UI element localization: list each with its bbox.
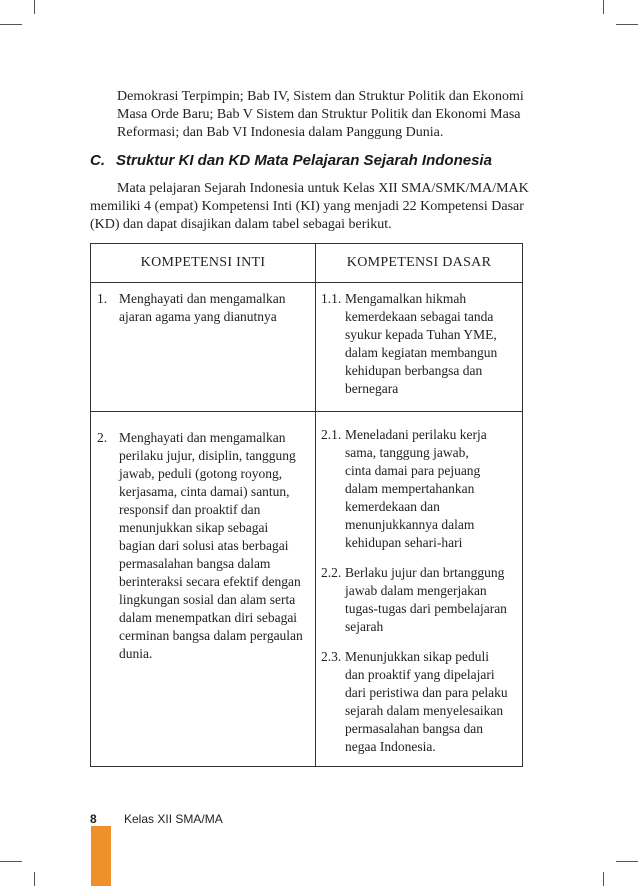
kd-item	[316, 412, 522, 552]
kd-line: kemerdekaan sebagai tanda	[345, 309, 494, 324]
crop-mark	[0, 24, 22, 25]
crop-mark	[616, 861, 638, 862]
kd-line: Mengamalkan hikmah	[345, 291, 467, 306]
kd-number: 2.2.	[321, 565, 342, 580]
ki-line: cerminan bangsa dalam pergaulan	[119, 628, 303, 643]
intro-line: Demokrasi Terpimpin; Bab IV, Sistem dan Struktur Politik dan Ekonomi	[117, 89, 524, 104]
kd-line: menunjukkannya dalam	[345, 517, 475, 532]
ki-number: 1.	[97, 291, 108, 306]
ki-line: bagian dari solusi atas berbagai	[119, 538, 289, 553]
kd-line: kehidupan berbangsa dan	[345, 363, 483, 378]
header-kompetensi-dasar: KOMPETENSI DASAR	[316, 244, 523, 283]
ki-number: 2.	[97, 430, 108, 445]
ki-line: dunia.	[119, 646, 153, 661]
kd-text	[345, 648, 520, 756]
kd-line: dan proaktif yang dipelajari	[345, 667, 495, 682]
kd-line: dalam kegiatan membangun	[345, 345, 498, 360]
kd-line: permasalahan bangsa dan	[345, 721, 483, 736]
kd-line: dari peristiwa dan para pelaku	[345, 685, 508, 700]
kd-line: syukur kepada Tuhan YME,	[345, 327, 497, 342]
kd-line: tugas-tugas dari pembelajaran	[345, 601, 507, 616]
page-tab-marker	[91, 826, 111, 886]
ki-kd-table	[90, 243, 523, 767]
crop-mark	[0, 861, 22, 862]
crop-mark	[34, 0, 35, 14]
ki-line: permasalahan bangsa dalam	[119, 556, 271, 571]
kd-line: negaa Indonesia.	[345, 739, 436, 754]
kd-number: 2.1.	[321, 427, 342, 442]
kd-line: Meneladani perilaku kerja	[345, 427, 487, 442]
ki-item	[91, 412, 315, 663]
kd-text	[345, 290, 520, 398]
kd-line: sama, tanggung jawab,	[345, 445, 469, 460]
kd-line: sejarah	[345, 619, 384, 634]
kd-text	[345, 564, 520, 636]
page-footer	[90, 812, 223, 826]
ki-line: lingkungan sosial dan alam serta	[119, 592, 296, 607]
ki-line: menunjukkan sikap sebagai	[119, 520, 269, 535]
body-line: memiliki 4 (empat) Kompetensi Inti (KI) yang menjadi 22 Kompetensi Dasar	[90, 199, 524, 214]
ki-line: dalam menempatkan diri sebagai	[119, 610, 298, 625]
ki-line: berinteraksi secara efektif dengan	[119, 574, 301, 589]
ki-line: responsif dan proaktif dan	[119, 502, 261, 517]
page-number: 8	[90, 812, 97, 826]
crop-mark	[34, 872, 35, 886]
kd-item	[316, 636, 522, 766]
section-heading	[90, 152, 492, 169]
ki-line: perilaku jujur, disiplin, tanggung	[119, 448, 296, 463]
crop-mark	[616, 24, 638, 25]
ki-line: ajaran agama yang dianutnya	[119, 309, 277, 324]
ki-text	[119, 429, 311, 663]
ki-line: kerjasama, cinta damai) santun,	[119, 484, 290, 499]
ki-line: Menghayati dan mengamalkan	[119, 430, 286, 445]
kd-line: kehidupan sehari-hari	[345, 535, 463, 550]
ki-line: jawab, peduli (gotong royong,	[119, 466, 283, 481]
kd-line: cinta damai para pejuang	[345, 463, 481, 478]
section-title: Struktur KI dan KD Mata Pelajaran Sejarah Indonesia	[116, 152, 492, 169]
kd-number: 2.3.	[321, 649, 342, 664]
body-line: Mata pelajaran Sejarah Indonesia untuk Kelas XII SMA/SMK/MA/MAK	[117, 181, 529, 196]
table-row	[91, 412, 523, 767]
kd-text	[345, 426, 520, 552]
ki-cell	[91, 412, 316, 767]
table-row	[91, 283, 523, 412]
kd-line: dalam mempertahankan	[345, 481, 475, 496]
kd-line: bernegara	[345, 381, 399, 396]
table-header-row	[91, 244, 523, 283]
book-label: Kelas XII SMA/MA	[124, 812, 223, 826]
intro-line: Reformasi; dan Bab VI Indonesia dalam Panggung Dunia.	[117, 125, 444, 140]
kd-cell	[316, 283, 523, 412]
body-paragraph	[90, 180, 529, 234]
kd-item	[316, 552, 522, 636]
ki-text	[119, 290, 311, 326]
kd-line: kemerdekaan dan	[345, 499, 440, 514]
ki-line: Menghayati dan mengamalkan	[119, 291, 286, 306]
kd-number: 1.1.	[321, 291, 342, 306]
crop-mark	[603, 872, 604, 886]
intro-paragraph	[117, 88, 524, 142]
kd-line: Menunjukkan sikap peduli	[345, 649, 489, 664]
ki-item	[91, 283, 315, 326]
kd-item	[316, 283, 522, 398]
header-kompetensi-inti: KOMPETENSI INTI	[91, 244, 316, 283]
kd-cell	[316, 412, 523, 767]
body-line: (KD) dan dapat disajikan dalam tabel sebagai berikut.	[90, 217, 392, 232]
section-letter: C.	[90, 152, 105, 169]
ki-cell	[91, 283, 316, 412]
crop-mark	[603, 0, 604, 14]
kd-line: sejarah dalam menyelesaikan	[345, 703, 504, 718]
kd-line: Berlaku jujur dan brtanggung	[345, 565, 505, 580]
intro-line: Masa Orde Baru; Bab V Sistem dan Struktur Politik dan Ekonomi Masa	[117, 107, 521, 122]
kd-line: jawab dalam mengerjakan	[345, 583, 487, 598]
